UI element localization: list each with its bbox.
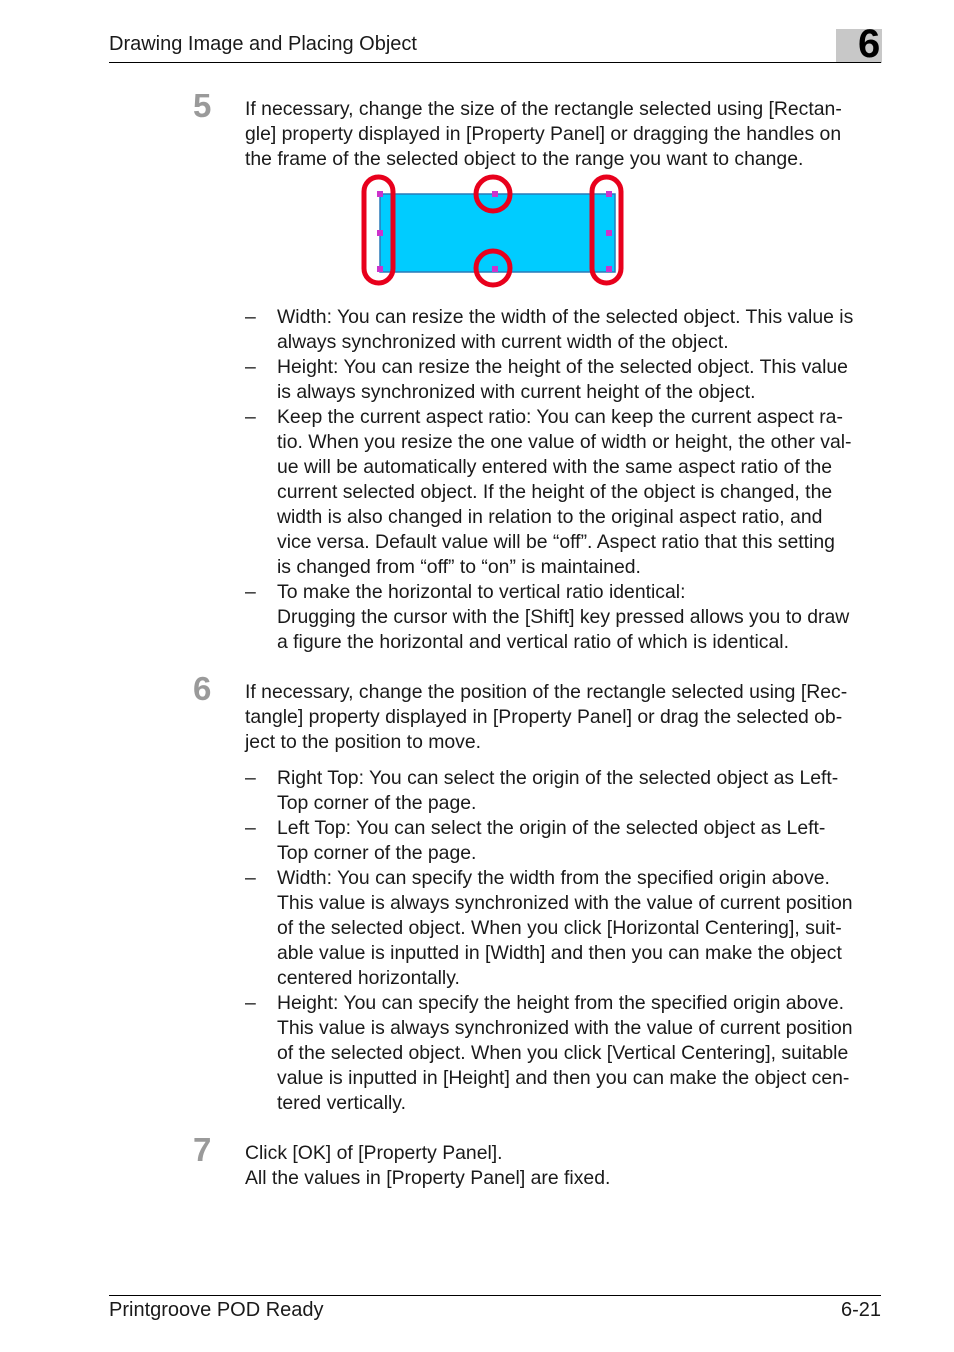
text-line: All the values in [Property Panel] are fixed. [245, 1167, 611, 1189]
bullet-item [245, 355, 885, 405]
footer-rule [109, 1295, 881, 1296]
handle-bottom-left [377, 266, 383, 272]
handle-bottom-middle [492, 266, 498, 272]
step-number: 6 [193, 670, 212, 707]
step-text [245, 97, 885, 172]
header-rule [109, 62, 881, 63]
handle-bottom-right [606, 266, 612, 272]
footer-page-number: 6-21 [840, 1299, 881, 1321]
header-title: Drawing Image and Placing Object [109, 33, 417, 55]
text-line: This value is always synchronized with the value of current position [277, 892, 853, 914]
bullet-item [245, 580, 885, 655]
handle-middle-right [606, 230, 612, 236]
text-line: Click [OK] of [Property Panel]. [245, 1142, 503, 1164]
text-line: vice versa. Default value will be “off”. Aspect ratio that this setting [277, 531, 835, 553]
text-line: gle] property displayed in [Property Panel] or dragging the handles on [245, 123, 842, 145]
text-line: If necessary, change the position of the rectangle selected using [Rec- [245, 681, 848, 703]
text-line: Right Top: You can select the origin of the selected object as Left- [277, 767, 839, 789]
text-line: Width: You can resize the width of the selected object. This value is [277, 306, 854, 328]
bullet-dash: – [245, 581, 256, 603]
text-line: value is inputted in [Height] and then you can make the object cen- [277, 1067, 850, 1089]
text-line: is always synchronized with current height of the object. [277, 381, 756, 403]
text-line: tered vertically. [277, 1092, 406, 1114]
text-line: Keep the current aspect ratio: You can keep the current aspect ra- [277, 406, 843, 428]
bullet-dash: – [245, 992, 256, 1014]
text-line: of the selected object. When you click [Vertical Centering], suitable [277, 1042, 849, 1064]
text-line: To make the horizontal to vertical ratio identical: [277, 581, 686, 603]
footer-product: Printgroove POD Ready [109, 1299, 324, 1321]
bullet-dash: – [245, 767, 256, 789]
text-line: width is also changed in relation to the original aspect ratio, and [277, 506, 823, 528]
text-line: Width: You can specify the width from the specified origin above. [277, 867, 830, 889]
text-line: a figure the horizontal and vertical ratio of which is identical. [277, 631, 789, 653]
handle-top-middle [492, 191, 498, 197]
text-line: ject to the position to move. [245, 731, 482, 753]
text-line: Height: You can resize the height of the selected object. This value [277, 356, 848, 378]
text-line: centered horizontally. [277, 967, 460, 989]
text-line: This value is always synchronized with the value of current position [277, 1017, 853, 1039]
text-line: tio. When you resize the one value of width or height, the other val- [277, 431, 852, 453]
bullet-item [245, 991, 885, 1116]
text-line: Left Top: You can select the origin of the selected object as Left- [277, 817, 826, 839]
selected-rectangle [380, 194, 615, 272]
bullet-item [245, 816, 885, 866]
chapter-number: 6 [858, 22, 881, 66]
bullet-dash: – [245, 867, 256, 889]
bullet-item [245, 866, 885, 991]
bullet-dash: – [245, 406, 256, 428]
step-text [245, 680, 885, 755]
bullet-dash: – [245, 817, 256, 839]
text-line: the frame of the selected object to the range you want to change. [245, 148, 804, 170]
text-line: ue will be automatically entered with the same aspect ratio of the [277, 456, 833, 478]
text-line: is changed from “off” to “on” is maintained. [277, 556, 641, 578]
text-line: current selected object. If the height of the object is changed, the [277, 481, 833, 503]
text-line: always synchronized with current width of the object. [277, 331, 729, 353]
handle-middle-left [377, 230, 383, 236]
handle-top-left [377, 191, 383, 197]
handle-top-right [606, 191, 612, 197]
text-line: If necessary, change the size of the rectangle selected using [Rectan- [245, 98, 842, 120]
text-line: Drugging the cursor with the [Shift] key pressed allows you to draw [277, 606, 850, 628]
bullet-item [245, 305, 885, 355]
text-line: Height: You can specify the height from the specified origin above. [277, 992, 844, 1014]
text-line: Top corner of the page. [277, 842, 477, 864]
bullet-item [245, 405, 885, 580]
text-line: able value is inputted in [Width] and then you can make the object [277, 942, 842, 964]
text-line: Top corner of the page. [277, 792, 477, 814]
step-number: 7 [193, 1131, 212, 1168]
text-line: tangle] property displayed in [Property Panel] or drag the selected ob- [245, 706, 843, 728]
bullet-dash: – [245, 356, 256, 378]
step-text [245, 1141, 885, 1191]
bullet-dash: – [245, 306, 256, 328]
rectangle-resize-figure [360, 172, 626, 288]
text-line: of the selected object. When you click [Horizontal Centering], suit- [277, 917, 842, 939]
step-number: 5 [193, 87, 212, 124]
bullet-item [245, 766, 885, 816]
